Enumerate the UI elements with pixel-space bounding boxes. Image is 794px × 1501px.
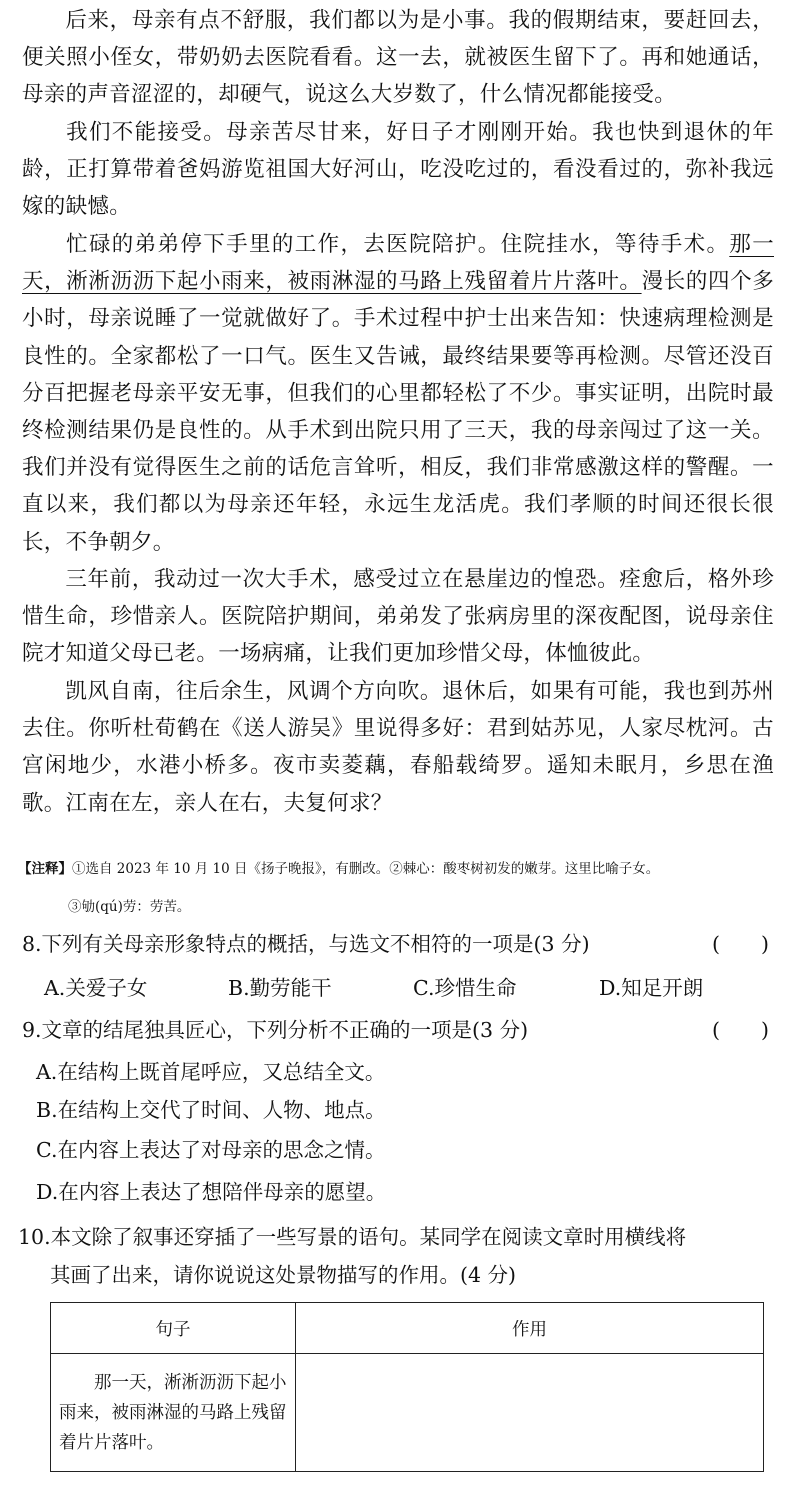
annotation-text: ③劬(qú)劳：劳苦。 [68,899,191,915]
annotation-tag: 【注释】 [18,861,72,877]
question-10-stem-line-2: 其画了出来，请你说说这处景物描写的作用。(4 分) [50,1263,517,1287]
option-d[interactable]: D.知足开朗 [599,976,704,1000]
passage-paragraph-5 [22,673,774,822]
column-header-function: 作用 [296,1303,764,1354]
paragraph-text: 凯风自南，往后余生，风调个方向吹。退休后，如果有可能，我也到苏州去住。你听杜荀鹤在《送人游吴》里说得多好：君到姑苏见，人家尽枕河。古宫闲地少，水港小桥多。夜市卖菱藕，春船载绮罗。遥知未眠月，乡思在渔歌。江南在左，亲人在右，夫复何求？ [22,679,774,816]
passage-paragraph-4 [22,561,774,673]
question-9-option-d[interactable]: D.在内容上表达了想陪伴母亲的愿望。 [36,1180,387,1204]
paragraph-text: 我们不能接受。母亲苦尽甘来，好日子才刚刚开始。我也快到退休的年龄，正打算带着爸妈游览祖国大好河山，吃没吃过的，看没看过的，弥补我远嫁的缺憾。 [22,120,774,220]
paragraph-text: 忙碌的弟弟停下手里的工作，去医院陪护。住院挂水，等待手术。 [65,232,730,257]
passage-paragraph-2 [22,114,774,226]
annotation-text: ①选自 2023 年 10 月 10 日《扬子晚报》，有删改。②棘心：酸枣树初发的嫩芽。这里比喻子女。 [72,861,660,877]
question-9-option-a[interactable]: A.在结构上既首尾呼应，又总结全文。 [36,1060,386,1084]
question-9-answer-blank[interactable]: ( ) [712,1018,769,1042]
answer-table [50,1302,764,1472]
underlined-scenery-sentence: 那一天，淅淅沥沥下起小雨来，被雨淋湿的马路上残留着片片落叶。 [22,232,774,295]
passage-paragraph-1 [22,2,774,114]
question-10-stem-line-1: 10.本文除了叙事还穿插了一些写景的语句。某同学在阅读文章时用横线将 [18,1225,687,1249]
answer-table-header-row [51,1303,764,1354]
question-10-stem [18,1218,774,1294]
answer-table-row [51,1354,764,1472]
question-9-option-b[interactable]: B.在结构上交代了时间、人物、地点。 [36,1098,386,1122]
option-b[interactable]: B.勤劳能干 [228,976,332,1000]
column-header-sentence: 句子 [51,1303,296,1354]
annotation-line-1 [18,860,778,878]
question-9-stem: 9.文章的结尾独具匠心，下列分析不正确的一项是(3 分) [22,1018,529,1042]
passage-paragraph-3 [22,226,774,561]
paragraph-text: 漫长的四个多小时，母亲说睡了一觉就做好了。手术过程中护士出来告知：快速病理检测是良性的。全家都松了一口气。医生又告诫，最终结果要等再检测。尽管还没百分百把握老母亲平安无事，但我们的心里都轻松了不少。事实证明，出院时最终检测结果仍是良性的。从手术到出院只用了三天，我的母亲闯过了这一关。我们并没有觉得医生之前的话危言耸听，相反，我们非常感激这样的警醒。一直以来，我们都以为母亲还年轻，永远生龙活虎。我们孝顺的时间还很长很长，不争朝夕。 [22,269,774,555]
option-a[interactable]: A.关爱子女 [44,976,148,1000]
paragraph-text: 后来，母亲有点不舒服，我们都以为是小事。我的假期结束，要赶回去，便关照小侄女，带奶奶去医院看看。这一去，就被医生留下了。再和她通话，母亲的声音涩涩的，却硬气，说这么大岁数了，什么情况都能接受。 [22,8,774,108]
question-9-option-c[interactable]: C.在内容上表达了对母亲的思念之情。 [36,1138,386,1162]
annotation-line-2 [68,898,794,916]
answer-cell[interactable] [296,1354,764,1472]
sentence-cell: 那一天，淅淅沥沥下起小雨来，被雨淋湿的马路上残留着片片落叶。 [51,1354,296,1472]
question-8-answer-blank[interactable]: ( ) [712,932,769,956]
option-c[interactable]: C.珍惜生命 [413,976,517,1000]
paragraph-text: 三年前，我动过一次大手术，感受过立在悬崖边的惶恐。痊愈后，格外珍惜生命，珍惜亲人。医院陪护期间，弟弟发了张病房里的深夜配图，说母亲住院才知道父母已老。一场病痛，让我们更加珍惜父母，体恤彼此。 [22,567,774,667]
question-8-stem: 8.下列有关母亲形象特点的概括，与选文不相符的一项是(3 分) [22,932,590,956]
